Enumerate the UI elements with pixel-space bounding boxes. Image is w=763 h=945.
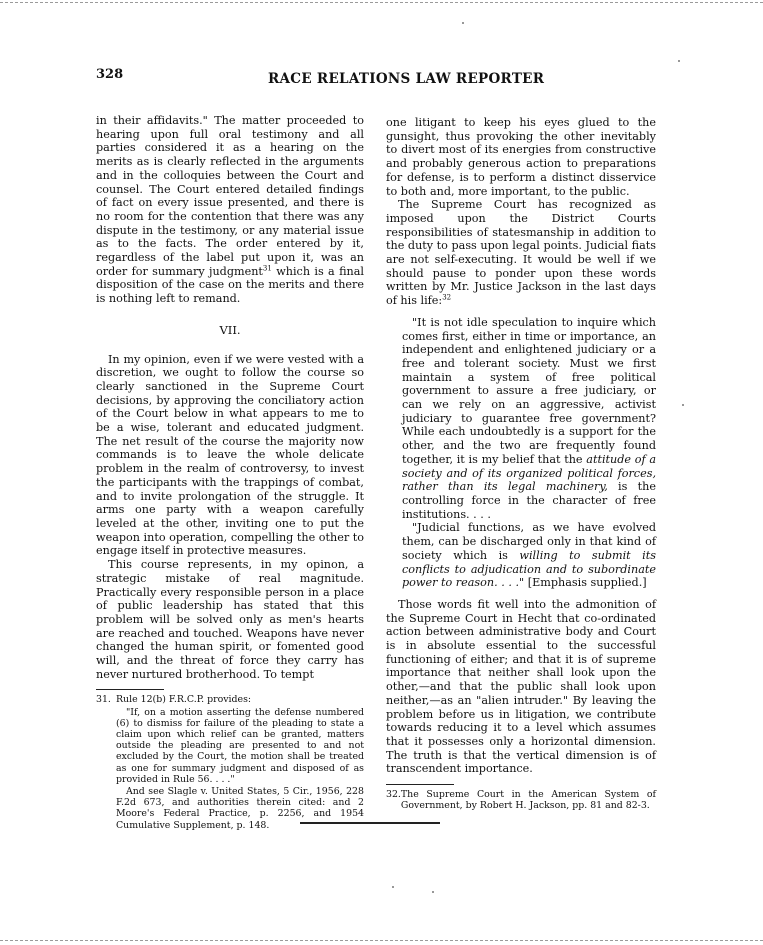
scan-edge-bottom xyxy=(0,940,763,941)
block-quote xyxy=(402,316,656,590)
paragraph xyxy=(386,198,656,308)
footnote-ref-32: 32 xyxy=(442,293,452,302)
footnote-quote: "If, on a motion asserting the defense numbered (6) to dismiss for failure of the pleading to state a claim upon which relief can be granted, matters outside the pleading are presented to and not excluded by the Court, the motion shall be treated as one for summary judgment and disposed of as provided in Rule 56. . . ." xyxy=(116,706,364,785)
quote-text: "It is not idle speculation to inquire which comes first, either in time or importance, an independent and enlightened judiciary or a free and tolerant society. Must we first maintain a system of free political government to assure a free judiciary, or can we rely on an aggressive, activist judiciary to guarantee free government? While each undoubtedly is a support for the other, and the two are frequently found together, it is my belief that the xyxy=(402,315,656,466)
footnote-number: 31. xyxy=(96,694,111,706)
page-number: 328 xyxy=(96,67,124,82)
quote-text: "Judicial functions, as we have evolved them, can be discharged only in that kind of society which is xyxy=(402,521,656,562)
paragraph-text: which is a final disposition of the case on the merits and there is nothing left to remand. xyxy=(96,264,364,306)
scan-edge-top xyxy=(0,2,763,3)
footnote-text: The Supreme Court in the American System of Government, by Robert H. Jackson, pp. 81 and 82-3. xyxy=(400,789,656,812)
footnote-citation: And see Slagle v. United States, 5 Cir., 1956, 228 F.2d 673, and authorities therein cited: and 2 Moore's Federal Practice, p. 2256, and 1954 Cumulative Supplement, p. 148. xyxy=(116,786,364,831)
quote-emphasis: willing to submit its conflicts to adjudication and to subordinate power to reason. . . . xyxy=(402,548,656,590)
footnote-number: 32. xyxy=(386,789,401,801)
quote-text: is the controlling force in the character of free institutions. . . . xyxy=(402,480,656,521)
paragraph xyxy=(96,114,364,306)
section-heading: VII. xyxy=(219,322,241,337)
quote-paragraph xyxy=(402,316,656,522)
scan-speck xyxy=(682,404,684,406)
paragraph-text: The Supreme Court has recognized as imposed upon the District Courts responsibilities of statesmanship in addition to the duty to pass upon legal points. Judicial fiats are not self-executing. It would be well if we should pause to ponder upon these words written by Mr. Justice Jackson in the last days of his life: xyxy=(386,198,656,308)
footnote-text: Rule 12(b) F.R.C.P. provides: xyxy=(116,694,252,706)
footnote-divider xyxy=(386,784,454,785)
left-column xyxy=(96,114,364,831)
footnote-divider xyxy=(96,689,164,690)
scan-speck xyxy=(432,891,434,893)
paragraph: This course represents, in my opinon, a strategic mistake of real magnitude. Practically every responsible person in a place of public leadership has stated that this problem will be solved only as men's hearts are reached and touched. Weapons have never changed the human spirit, or fomented good will, and the threat of force they carry has never nurtured brotherhood. To tempt xyxy=(96,558,364,681)
quote-paragraph xyxy=(402,521,656,590)
end-rule xyxy=(300,822,440,824)
right-column xyxy=(386,116,656,811)
scan-speck xyxy=(678,60,680,62)
paragraph-text: in their affidavits." The matter proceeded to hearing upon full oral testimony and all parties considered it as a hearing on the merits as is clearly reflected in the arguments and in the colloquies between the Court and counsel. The Court entered detailed findings of fact on every issue presented, and there is no room for the contention that there was any dispute in the testimony, or any material issue as to the facts. The order entered by it, regardless of the label put upon it, was an order for summary judgment xyxy=(96,114,364,278)
quote-text: " [Emphasis supplied.] xyxy=(519,576,647,590)
paragraph: In my opinion, even if we were vested with a discretion, we ought to follow the course so clearly sanctioned in the Supreme Court decisions, by approving the conciliatory action of the Court below in what appears to me to be a wise, tolerant and educated judgment. The net result of the course the majority now commands is to leave the whole delicate problem in the realm of controversy, to invest the participants with the trappings of combat, and to invite prolongation of the struggle. It arms one party with a weapon carefully leveled at the other, inviting one to put the weapon into operation, compelling the other to engage itself in protective measures. xyxy=(96,352,364,558)
running-header-title: RACE RELATIONS LAW REPORTER xyxy=(268,71,545,87)
footnote-31 xyxy=(96,694,364,830)
scan-speck xyxy=(462,22,464,24)
quote-emphasis: attitude of a society and of its organized political forces, rather than its legal machinery, xyxy=(402,452,656,494)
footnote-ref-31: 31 xyxy=(262,264,272,272)
footnote-32 xyxy=(386,789,656,811)
paragraph: Those words fit well into the admonition of the Supreme Court in Hecht that co-ordinated action between administrative body and Court is in absolute essential to the successful functioning of either; and that it is of supreme importance that neither shall look upon the other,—and that the public shall look upon neither,—as an "alien intruder." By leaving the problem before us in litigation, we contribute towards reducing it to a level which assumes that it possesses only a horizontal dimension. The truth is that the vertical dimension is of transcendent importance. xyxy=(386,597,656,776)
scan-speck xyxy=(392,886,394,888)
paragraph: one litigant to keep his eyes glued to the gunsight, thus provoking the other inevitably to divert most of its energies from constructive and probably generous action to preparations for defense, is to perform a distinct disservice to both and, more important, to the public. xyxy=(386,116,656,198)
